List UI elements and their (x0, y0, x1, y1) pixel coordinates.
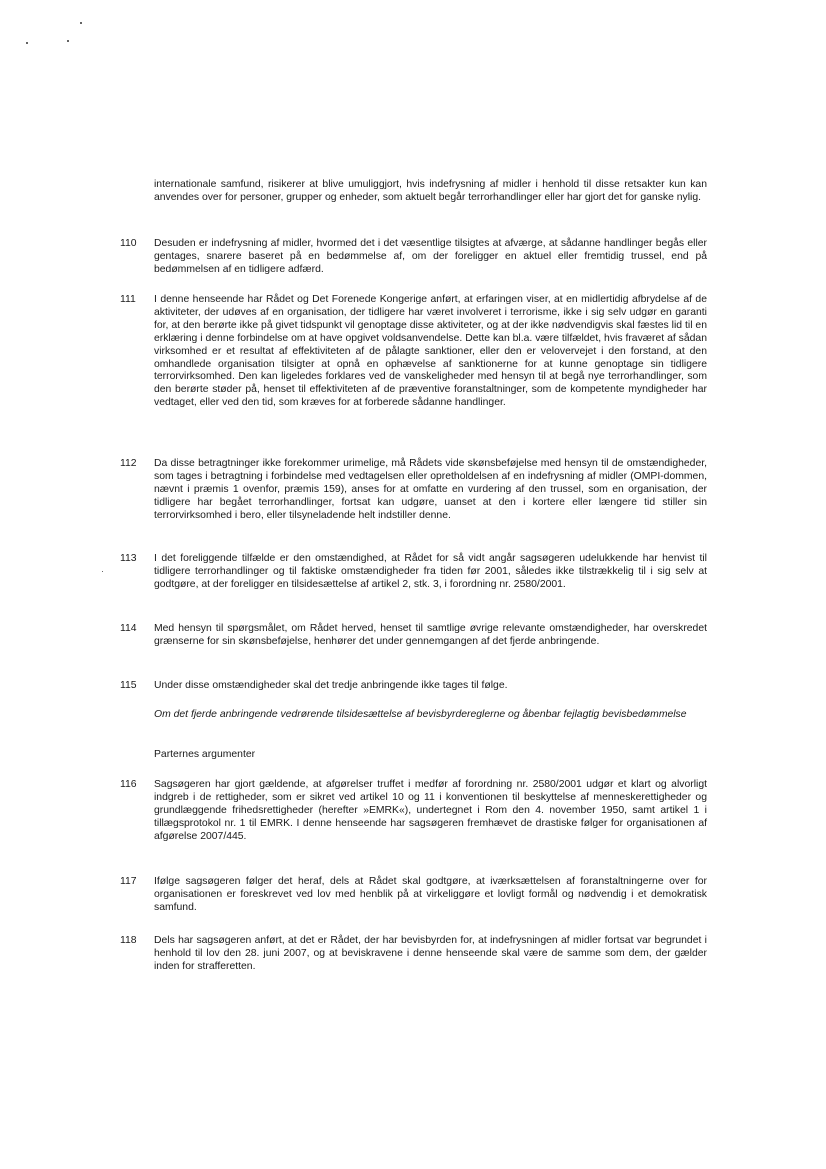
paragraph-number: 114 (120, 623, 137, 634)
paragraph-text: Ifølge sagsøgeren følger det heraf, dels at Rådet skal godtgøre, at iværksættelsen af foranstaltningerne over for organisationen er foreskrevet ved lov med henblik på at virkeliggøre et lovligt formål og nødvendig i et demokratisk samfund. (154, 876, 707, 913)
paragraph-number: 117 (120, 876, 137, 887)
paragraph-number: 118 (120, 935, 137, 946)
scan-speck (67, 40, 69, 42)
paragraph-text: I denne henseende har Rådet og Det Forenede Kongerige anført, at erfaringen viser, at en midlertidig afbrydelse af de aktiviteter, der udøves af en organisation, der tidligere har været involveret i terrorisme, ikke i sig selv udgør en garanti for, at den berørte ikke på givet tidspunkt vil genoptage disse aktiviteter, og at der ikke nødvendigvis skal fæstes lid til en erklæring i denne forbindelse om at have opgivet voldsanvendelse. Dette kan bl.a. være tilfældet, hvis fraværet af sådan virksomhed er et resultat af effektiviteten af de pålagte sanktioner, eller den er velovervejet i den forstand, at den omhandlede organisation tilsigter at opnå en ophævelse af sanktionerne for at kunne genoptage sin tidligere terrorvirksomhed. Den kan ligeledes forklares ved de vanskeligheder med hensyn til at begå nye terrorhandlinger, som den berørte støder på, henset til effektiviteten af de præventive foranstaltninger, som de kompetente myndigheder har vedtaget, eller ved den tid, som kræves for at forberede sådanne handlinger. (154, 294, 707, 409)
paragraph-text: Sagsøgeren har gjort gældende, at afgørelser truffet i medfør af forordning nr. 2580/2001 udgør et klart og alvorligt indgreb i de rettigheder, som er sikret ved artikel 10 og 11 i konventionen til beskyttelse af menneskerettigheder og grundlæggende frihedsrettigheder (herefter »EMRK«), undertegnet i Rom den 4. november 1950, samt artikel 1 i tillægsprotokol nr. 1 til EMRK. I denne henseende har sagsøgeren fremhævet de drastiske følger for organisationen af afgørelse 2007/445. (154, 779, 707, 842)
paragraph-text: Da disse betragtninger ikke forekommer urimelige, må Rådets vide skønsbeføjelse med hensyn til de omstændigheder, som tages i betragtning i forbindelse med vedtagelsen eller opretholdelsen af en indefrysning af midler (OMPI-dommen, nævnt i præmis 1 ovenfor, præmis 159), anses for at omfatte en vurdering af den trussel, som en organisation, der tidligere har begået terrorhandlinger, fortsat kan udgøre, uanset at den i kortere eller længere tid stiller sin terrorvirksomhed i bero, eller tilsyneladende helt indstiller denne. (154, 458, 707, 521)
paragraph-text: Under disse omstændigheder skal det tredje anbringende ikke tages til følge. (154, 680, 508, 691)
paragraph-number: 110 (120, 238, 137, 249)
paragraph-number: 116 (120, 779, 137, 790)
intro-paragraph: internationale samfund, risikerer at blive umuliggjort, hvis indefrysning af midler i henhold til disse retsakter kun kan anvendes over for personer, grupper og enheder, som aktuelt begår terrorhandlinger eller har gjort det for ganske nylig. (154, 179, 707, 203)
paragraph-number: 111 (120, 294, 136, 305)
paragraph-text: I det foreliggende tilfælde er den omstændighed, at Rådet for så vidt angår sagsøgeren udelukkende har henvist til tidligere terrorhandlinger og til faktiske omstændigheder fra tiden før 2001, således ikke tilstrækkelig til i sig selv at godtgøre, at der foreligger en tilsidesættelse af artikel 2, stk. 3, i forordning nr. 2580/2001. (154, 553, 707, 590)
section-heading: Om det fjerde anbringende vedrørende tilsidesættelse af bevisbyrdereglerne og åbenbar fejlagtig bevisbedømmelse (154, 709, 687, 720)
scan-speck (80, 22, 82, 24)
paragraph-text: Dels har sagsøgeren anført, at det er Rådet, der har bevisbyrden for, at indefrysningen af midler fortsat var begrundet i henhold til lov den 28. juni 2007, og at beviskravene i denne henseende skal være de samme som dem, der gælder inden for strafferetten. (154, 935, 707, 972)
scan-speck (26, 42, 28, 44)
paragraph-number: 113 (120, 553, 137, 564)
paragraph-number: 112 (120, 458, 137, 469)
scan-speck (102, 571, 103, 572)
paragraph-text: Med hensyn til spørgsmålet, om Rådet herved, henset til samtlige øvrige relevante omstændigheder, har overskredet grænserne for sin skønsbeføjelse, henhører det under gennemgangen af det fjerde anbringende. (154, 623, 707, 647)
paragraph-number: 115 (120, 680, 137, 691)
paragraph-text: Desuden er indefrysning af midler, hvormed det i det væsentlige tilsigtes at afværge, at sådanne handlinger begås eller gentages, snarere baseret på en bedømmelse af, om der foreligger en aktuel eller fremtidig trussel, end på bedømmelsen af en tidligere adfærd. (154, 238, 707, 275)
section-subheading: Parternes argumenter (154, 749, 256, 760)
